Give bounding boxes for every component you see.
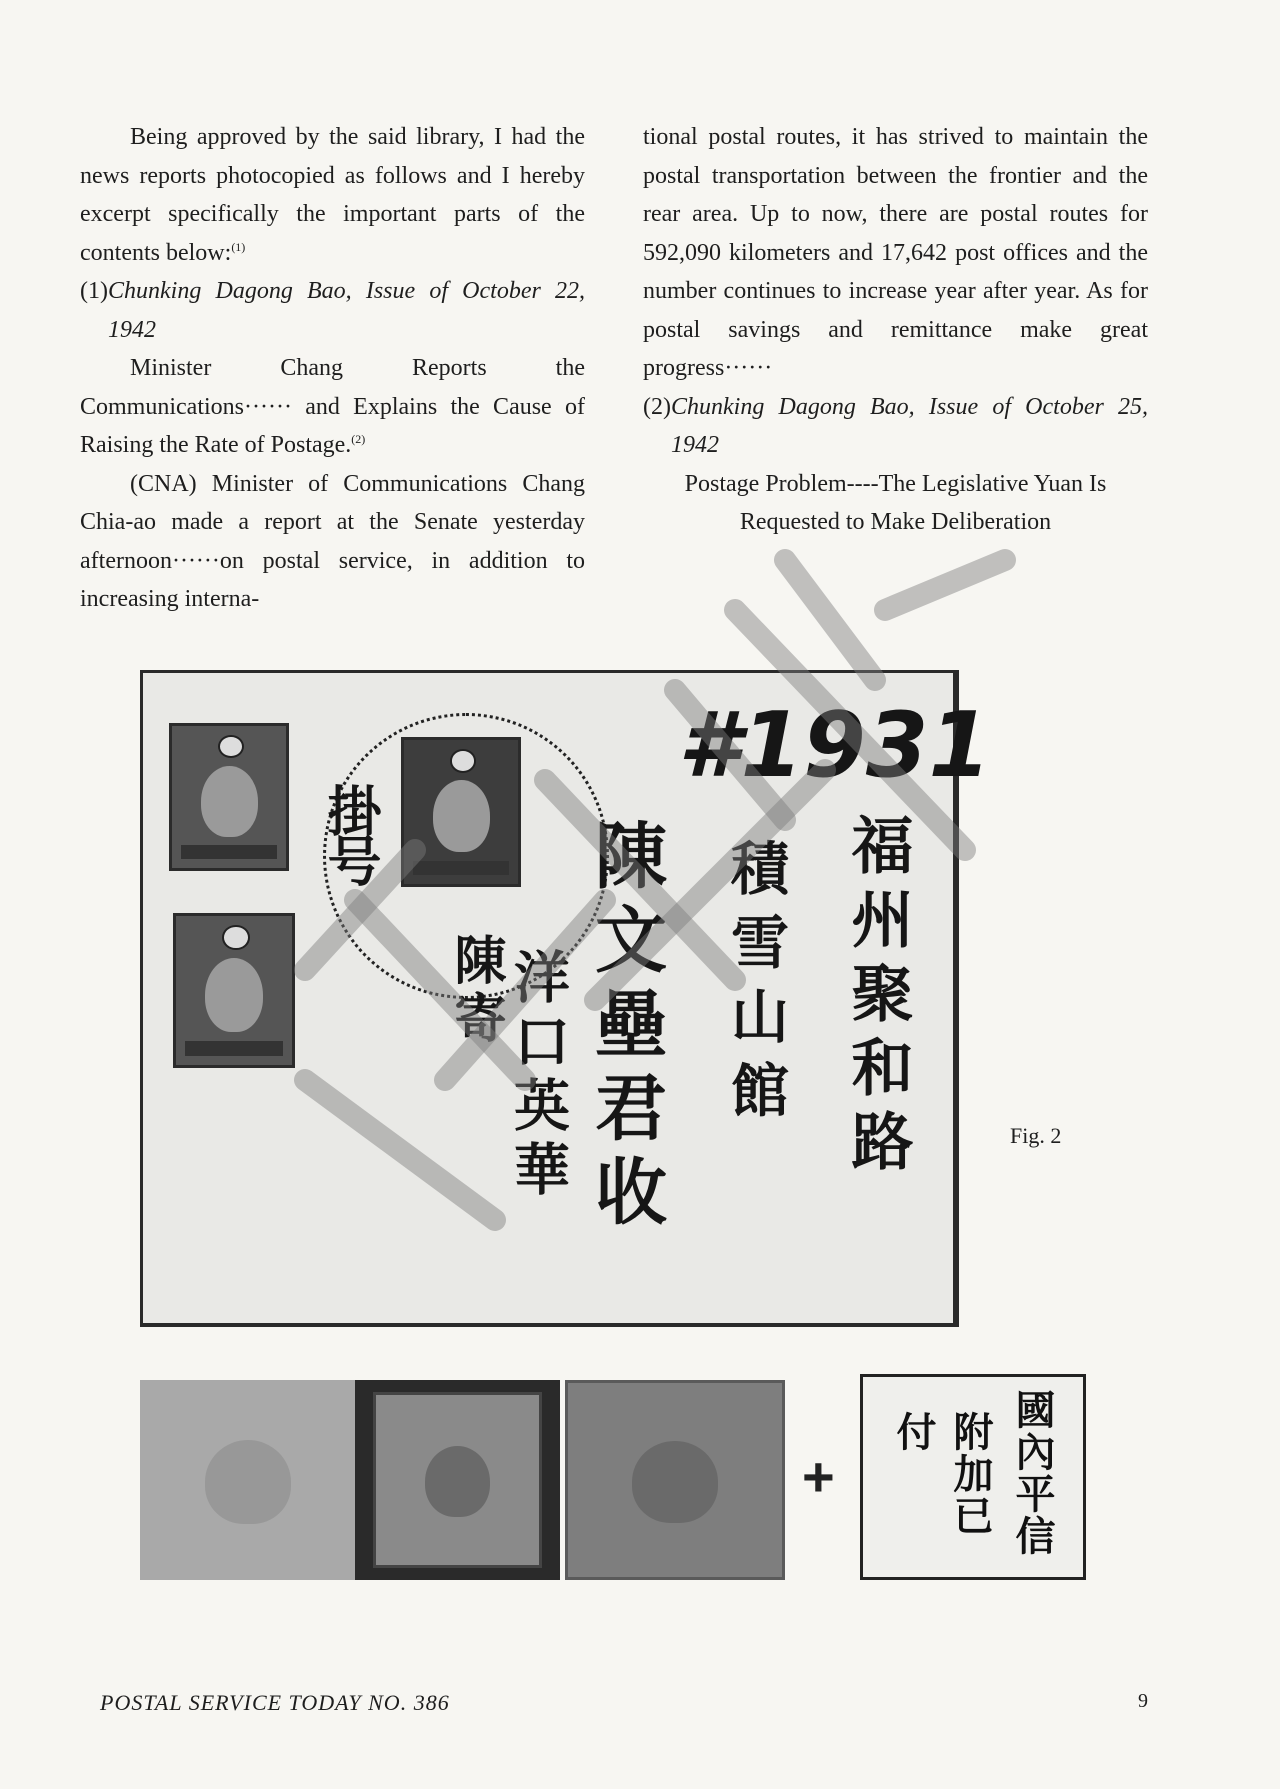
registered-mark: 掛号 (319, 783, 383, 883)
left-paragraph-2: Minister Chang Reports the Communications······ and Explains the Cause of Raising the Rate of Postage.$^{(2)}$ (80, 355, 585, 458)
figure-label: Fig. 2 (1010, 1123, 1062, 1148)
right-paragraph-2: Postage Problem----The Legislative Yuan Is Requested to Make Deliberation (684, 470, 1107, 535)
footnote-marker: (1) (231, 239, 246, 254)
citation-2: (2)Chunking Dagong Bao, Issue of October 25, 1942 (643, 393, 1148, 458)
surcharge-label-line-1: 國內平信 (1009, 1389, 1055, 1557)
sender-line-2: 陳寄 (445, 933, 506, 1049)
stamp-30-cent-faded (140, 1380, 355, 1580)
envelope-number: #1931 (678, 693, 992, 798)
citation-1: (1)Chunking Dagong Bao, Issue of October 22, 1942 (80, 278, 585, 343)
sender-line-1: 洋口英華 (505, 948, 571, 1204)
right-column (643, 118, 1148, 542)
envelope-photo (140, 670, 992, 1327)
page-number: 9 (1138, 1690, 1148, 1712)
publication-footer: POSTAL SERVICE TODAY NO. 386 (100, 1690, 450, 1715)
address-line-1: 福州聚和路 (841, 813, 914, 1183)
address-line-2: 積雪山館 (721, 838, 789, 1134)
footnote-marker: (2) (351, 432, 366, 446)
left-paragraph-1: Being approved by the said library, I had the news reports photocopied as follows and I hereby excerpt specifically the important parts of the contents below:$^{(1)}$ (80, 124, 585, 266)
plus-sign: + (802, 1445, 835, 1508)
recipient-name: 陳文壘君收 (583, 818, 668, 1238)
stamp-30-cent (173, 913, 295, 1068)
stamp-5-cent-clear (355, 1380, 560, 1580)
stamp-5-cent (169, 723, 289, 871)
surcharge-label-line-2: 附加已付 (890, 1411, 993, 1537)
stamp-16-cent-clear (565, 1380, 785, 1580)
left-column (80, 118, 585, 619)
right-paragraph-1: tional postal routes, it has strived to maintain the postal transportation between the frontier and the rear area. Up to now, there are postal routes for 592,090 kilometers and 17,642 post offices and the number continues to increase year after year. As for postal savings and remittance make great progress······ (643, 124, 1148, 381)
left-paragraph-3: (CNA) Minister of Communications Chang Chia-ao made a report at the Senate yesterday afternoon······on postal service, in addition to increasing interna- (80, 470, 585, 612)
surcharge-paid-label (860, 1374, 1086, 1580)
